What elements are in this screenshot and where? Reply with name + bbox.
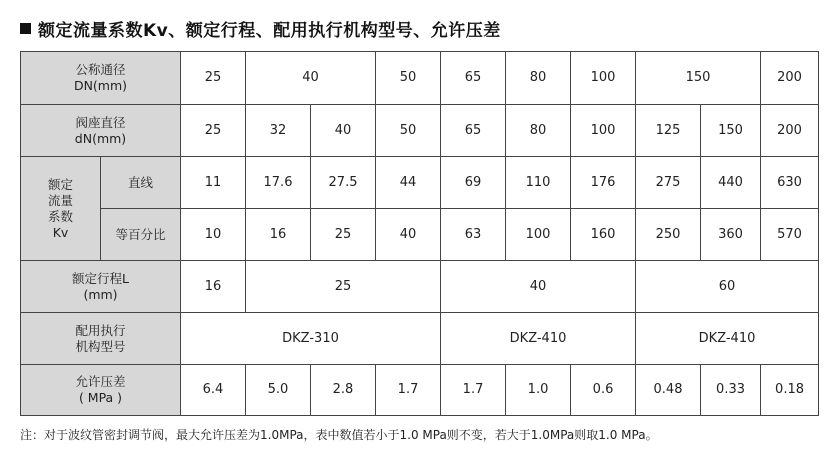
label-kv: 额定 流量 系数 Kv: [21, 157, 101, 261]
label-stroke: 额定行程L (mm): [21, 261, 181, 313]
kv-eqp-cell: 16: [246, 209, 311, 261]
spec-table: [20, 51, 819, 416]
kv-eqp-cell: 40: [376, 209, 441, 261]
pressure-cell: 1.7: [376, 365, 441, 416]
dn-cell: 100: [571, 52, 636, 105]
kv-eqp-cell: 100: [506, 209, 571, 261]
pressure-cell: 2.8: [311, 365, 376, 416]
kv-linear-cell: 27.5: [311, 157, 376, 209]
dn-cell: 50: [376, 52, 441, 105]
kv-eqp-cell: 570: [761, 209, 819, 261]
seat-cell: 65: [441, 105, 506, 157]
footnote: 注：对于波纹管密封调节阀，最大允许压差为1.0MPa，表中数值若小于1.0 MPa则不变，若大于1.0MPa则取1.0 MPa。: [20, 428, 658, 442]
seat-cell: 40: [311, 105, 376, 157]
kv-linear-cell: 17.6: [246, 157, 311, 209]
seat-cell: 125: [636, 105, 701, 157]
kv-linear-cell: 110: [506, 157, 571, 209]
kv-eqp-cell: 25: [311, 209, 376, 261]
label-actuator: 配用执行 机构型号: [21, 313, 181, 365]
seat-cell: 80: [506, 105, 571, 157]
kv-eqp-cell: 360: [701, 209, 761, 261]
row-stroke: [21, 261, 819, 313]
kv-linear-cell: 44: [376, 157, 441, 209]
actuator-cell: DKZ-310: [181, 313, 441, 365]
dn-cell: 150: [636, 52, 761, 105]
label-kv-equal-percent: 等百分比: [101, 209, 181, 261]
seat-cell: 100: [571, 105, 636, 157]
actuator-cell: DKZ-410: [636, 313, 819, 365]
kv-eqp-cell: 160: [571, 209, 636, 261]
row-dn: [21, 52, 819, 105]
row-pressure: [21, 365, 819, 416]
kv-linear-cell: 275: [636, 157, 701, 209]
stroke-cell: 25: [246, 261, 441, 313]
kv-linear-cell: 69: [441, 157, 506, 209]
stroke-cell: 60: [636, 261, 819, 313]
actuator-cell: DKZ-410: [441, 313, 636, 365]
label-dn: 公称通径 DN(mm): [21, 52, 181, 105]
dn-cell: 80: [506, 52, 571, 105]
pressure-cell: 0.18: [761, 365, 819, 416]
pressure-cell: 0.6: [571, 365, 636, 416]
kv-eqp-cell: 10: [181, 209, 246, 261]
seat-cell: 50: [376, 105, 441, 157]
pressure-cell: 6.4: [181, 365, 246, 416]
kv-eqp-cell: 250: [636, 209, 701, 261]
pressure-cell: 1.0: [506, 365, 571, 416]
seat-cell: 32: [246, 105, 311, 157]
title-row: [20, 16, 501, 40]
seat-cell: 150: [701, 105, 761, 157]
stroke-cell: 16: [181, 261, 246, 313]
seat-cell: 25: [181, 105, 246, 157]
kv-linear-cell: 440: [701, 157, 761, 209]
label-kv-linear: 直线: [101, 157, 181, 209]
dn-cell: 65: [441, 52, 506, 105]
seat-cell: 200: [761, 105, 819, 157]
pressure-cell: 5.0: [246, 365, 311, 416]
label-pressure: 允许压差 ( MPa ): [21, 365, 181, 416]
kv-linear-cell: 176: [571, 157, 636, 209]
pressure-cell: 0.33: [701, 365, 761, 416]
dn-cell: 200: [761, 52, 819, 105]
stroke-cell: 40: [441, 261, 636, 313]
pressure-cell: 0.48: [636, 365, 701, 416]
page-title: 额定流量系数Kv、额定行程、配用执行机构型号、允许压差: [38, 20, 501, 41]
row-seat: [21, 105, 819, 157]
kv-eqp-cell: 63: [441, 209, 506, 261]
kv-linear-cell: 11: [181, 157, 246, 209]
dn-cell: 40: [246, 52, 376, 105]
kv-linear-cell: 630: [761, 157, 819, 209]
pressure-cell: 1.7: [441, 365, 506, 416]
dn-cell: 25: [181, 52, 246, 105]
row-kv-equal-percent: [21, 209, 819, 261]
label-seat: 阀座直径 dN(mm): [21, 105, 181, 157]
row-actuator: [21, 313, 819, 365]
bullet-square-icon: [20, 23, 31, 34]
row-kv-linear: [21, 157, 819, 209]
